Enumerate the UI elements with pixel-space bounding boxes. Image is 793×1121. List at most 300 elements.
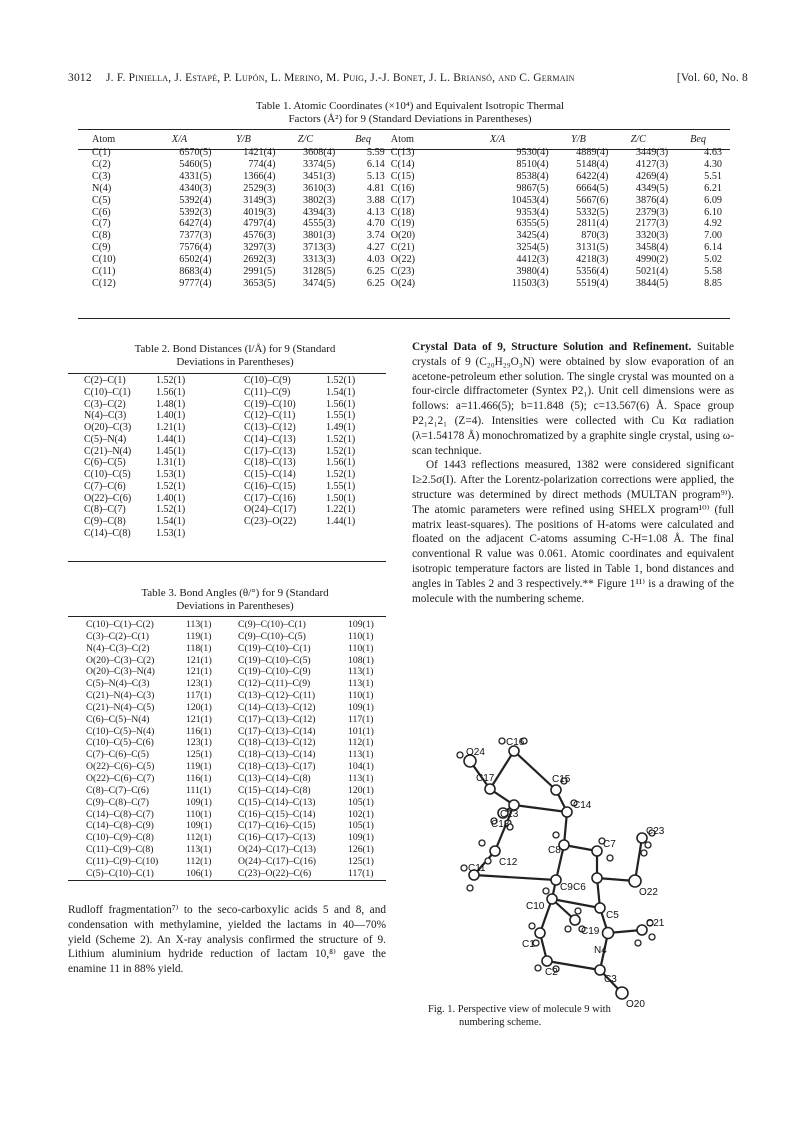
table-row xyxy=(84,375,374,387)
table-row xyxy=(86,678,388,690)
table-cell: 3451(3) xyxy=(303,170,336,182)
table-cell: 123(1) xyxy=(186,737,212,749)
atom-label: C10 xyxy=(526,901,545,912)
table-cell: C(23)–O(22)–C(6) xyxy=(238,867,312,879)
table-row xyxy=(84,410,374,422)
table-cell: 10453(4) xyxy=(511,194,549,206)
table-cell: C(23)–O(22) xyxy=(244,516,297,527)
atom-label: C1 xyxy=(522,939,535,950)
atom-c2 xyxy=(542,956,552,966)
table-cell: 1.40(1) xyxy=(156,492,186,504)
table-cell: 105(1) xyxy=(348,820,374,832)
table-cell: C(17)–C(13)–C(12) xyxy=(238,713,316,725)
table1-top-rule xyxy=(78,129,730,130)
table-cell: 4340(3) xyxy=(179,182,212,194)
table-cell: O(22) xyxy=(390,254,416,266)
table-row xyxy=(84,399,374,411)
table-cell: C(5)–N(4)–C(3) xyxy=(86,678,150,690)
table-cell: 8510(4) xyxy=(516,158,549,170)
table-cell: O(24)–C(17) xyxy=(244,504,297,516)
table-cell: 4.92 xyxy=(704,218,722,230)
atom-c1 xyxy=(535,928,545,938)
table-cell: 126(1) xyxy=(348,844,374,856)
table-cell: C(15) xyxy=(390,170,415,182)
table-cell: C(8)–C(7) xyxy=(84,504,126,516)
table-cell: 7576(4) xyxy=(179,242,212,254)
table-cell: 3449(3) xyxy=(635,147,669,158)
table-cell: 5.13 xyxy=(366,170,385,182)
table-cell: 3374(5) xyxy=(303,158,336,170)
table-row xyxy=(86,749,388,761)
table-cell: 1.53(1) xyxy=(156,527,186,539)
table-row xyxy=(84,493,374,505)
atom-c5 xyxy=(595,903,605,913)
table-cell: O(22)–C(6)–C(5) xyxy=(86,761,155,773)
table-cell: O(24)–C(17)–C(16) xyxy=(238,855,317,867)
table-row xyxy=(92,171,728,183)
table-cell: 1.52(1) xyxy=(156,375,186,386)
table-cell: C(12)–C(11)–C(9) xyxy=(238,678,311,690)
right-column-text xyxy=(412,340,734,606)
table-cell: 5.58 xyxy=(704,266,722,278)
atom-c15 xyxy=(551,785,561,795)
table-row xyxy=(86,773,388,785)
table-cell: 4394(3) xyxy=(303,206,336,218)
table-cell: 111(1) xyxy=(186,784,212,796)
table-cell: 6355(5) xyxy=(516,218,549,230)
table-cell: 1.44(1) xyxy=(326,516,356,527)
table-row xyxy=(92,147,728,159)
table-cell: C(10)–C(9)–C(8) xyxy=(86,832,154,844)
table-row xyxy=(86,809,388,821)
atom-label: C12 xyxy=(499,857,518,868)
table-cell: 4127(3) xyxy=(635,158,669,170)
table-cell: 1.52(1) xyxy=(156,480,186,492)
table-cell: 6.14 xyxy=(704,242,722,254)
table-cell: C(17)–C(16)–C(15) xyxy=(238,820,316,832)
table-cell: 4.27 xyxy=(366,242,385,254)
table-cell: 7377(3) xyxy=(179,230,212,242)
atom-label: C23 xyxy=(646,826,665,837)
table-cell: 9530(4) xyxy=(516,147,549,158)
bond-line xyxy=(514,751,556,790)
figure-1 xyxy=(452,733,712,1010)
table-cell: 1366(4) xyxy=(243,170,276,182)
table-cell: 3802(3) xyxy=(303,194,336,206)
refinement-paragraph: Of 1443 reflections measured, 1382 were considered significant I≥2.5σ(I). After the Lorentz-polarization corrections were applied, the structure was determined by direct methods (MULTAN program⁹⁾). The atomic parameters were refined using SHELX program¹⁰⁾ (full matrix least-squares). The positions of H-atoms were calculated and floated on the adjacent C-atoms assuming C-H=1.08 Å. The final conventional R value was 0.061. Atomic coordinates and equivalent isotropic temperature factors are listed in Table 1, bond distances and angles in Tables 2 and 3 respectively.** Figure 1¹¹⁾ is a drawing of the molecule with the numbering scheme. xyxy=(412,459,734,605)
table3 xyxy=(86,619,388,880)
table-cell: C(13) xyxy=(390,147,415,158)
table-cell: 113(1) xyxy=(186,619,212,630)
table-cell: C(14) xyxy=(390,158,415,170)
table1-col-header: X/A xyxy=(171,134,188,145)
table-row xyxy=(86,726,388,738)
table-row xyxy=(84,387,374,399)
atom-c14 xyxy=(562,807,572,817)
table-cell: 1.55(1) xyxy=(326,480,356,492)
table-cell: C(9)–C(10)–C(1) xyxy=(238,619,306,630)
table-cell: C(12) xyxy=(92,277,116,289)
table-cell: C(3)–C(2) xyxy=(84,398,126,410)
table-cell: 5392(4) xyxy=(179,194,212,206)
table-cell: 113(1) xyxy=(348,666,374,678)
table1-col-header: Y/B xyxy=(236,134,251,145)
table-cell: C(23) xyxy=(390,266,415,278)
table2 xyxy=(84,375,374,540)
hydrogen-atom xyxy=(635,940,641,946)
table-row xyxy=(86,761,388,773)
atom-c6 xyxy=(592,873,602,883)
table1-col-header: Atom xyxy=(390,134,414,145)
table-cell: 5392(3) xyxy=(179,206,212,218)
table-cell: C(14)–C(13)–C(12) xyxy=(238,701,316,713)
table-cell: 109(1) xyxy=(186,796,212,808)
table-cell: C(7) xyxy=(92,218,111,230)
table-cell: 4412(3) xyxy=(516,254,549,266)
table-cell: 113(1) xyxy=(348,772,374,784)
table-cell: 6502(4) xyxy=(179,254,212,266)
table-cell: 6422(4) xyxy=(576,170,609,182)
table-cell: 4269(4) xyxy=(635,170,669,182)
table-cell: C(11) xyxy=(92,266,116,278)
table-cell: C(18)–C(13)–C(12) xyxy=(238,737,316,749)
table-row xyxy=(92,159,728,171)
table-cell: C(12)–C(11) xyxy=(244,410,296,422)
table-cell: 1.55(1) xyxy=(326,410,356,422)
table-cell: N(4)–C(3)–C(2) xyxy=(86,642,150,654)
table-cell: 4555(3) xyxy=(303,218,336,230)
table-cell: 109(1) xyxy=(348,619,374,630)
table3-caption xyxy=(85,587,385,613)
figure-caption-line2: numbering scheme. xyxy=(459,1017,542,1028)
hydrogen-atom xyxy=(529,923,535,929)
table-cell: 8.85 xyxy=(704,277,722,289)
hydrogen-atom xyxy=(467,885,473,891)
table-cell: 118(1) xyxy=(186,642,212,654)
table-row xyxy=(86,690,388,702)
table-cell: 121(1) xyxy=(186,654,212,666)
table-cell: 1.54(1) xyxy=(326,386,356,398)
table-row xyxy=(92,278,728,290)
table-row xyxy=(86,832,388,844)
table-cell: 4797(4) xyxy=(243,218,276,230)
table-cell: C(14)–C(8)–C(7) xyxy=(86,808,154,820)
table-cell: C(15)–C(14) xyxy=(244,469,296,480)
table-cell: C(15)–C(14)–C(13) xyxy=(238,796,316,808)
table-cell: 3608(4) xyxy=(303,147,336,158)
table-cell: 110(1) xyxy=(348,630,374,642)
table-cell: C(10)–C(5) xyxy=(84,469,131,480)
table-cell: 5148(4) xyxy=(576,158,609,170)
molecule-drawing xyxy=(452,733,712,1010)
table1-col-header: Z/C xyxy=(297,134,314,145)
table-cell: C(11)–C(9)–C(10) xyxy=(86,855,159,867)
table-cell: C(11)–C(9) xyxy=(244,386,291,398)
table-cell: C(21) xyxy=(390,242,415,254)
table-cell: C(19)–C(10) xyxy=(244,398,296,410)
table-cell: C(14)–C(8)–C(9) xyxy=(86,820,154,832)
atom-label: O24 xyxy=(466,747,485,758)
table1-col-header: Beq xyxy=(690,134,706,145)
table-cell: 112(1) xyxy=(186,855,212,867)
figure-caption-line1: Fig. 1. Perspective view of molecule 9 with xyxy=(428,1004,611,1015)
table-row xyxy=(84,434,374,446)
crystal-data-body: Suitable crystals of 9 (C₂₀H₂₉O₃N) were obtained by slow evaporation of an acetone-petroleum ether solution. The single crystal was mounted on a four-circle diffractometer (Syntex P2₁). Unit cell dimensions were as follows: a=11.466(5); b=11.848 (5); c=13.567(6) Å. Space group P2₁2₁2₁ (Z=4). Intensities were collected with Cu Kα radiation (λ=1.54178 Å) monochromatized by a graphite single crystal, using ω-scan technique. xyxy=(412,341,734,457)
table-cell: 121(1) xyxy=(186,666,212,678)
table-cell: C(9)–C(10)–C(5) xyxy=(238,630,306,642)
table-cell: 113(1) xyxy=(348,678,374,690)
hydrogen-atom xyxy=(485,858,491,864)
table-cell: O(20)–C(3)–C(2) xyxy=(86,654,155,666)
table-row xyxy=(92,218,728,230)
atom-label: C8 xyxy=(548,845,561,856)
table-cell: 110(1) xyxy=(348,690,374,702)
table-cell: 119(1) xyxy=(186,761,212,773)
table1-caption xyxy=(130,100,690,126)
table-cell: O(20)–C(3)–N(4) xyxy=(86,666,155,678)
atom-label: O22 xyxy=(639,887,658,898)
table-cell: O(20) xyxy=(390,230,416,242)
table-cell: 9353(4) xyxy=(516,206,549,218)
table-cell: C(19)–C(10)–C(1) xyxy=(238,642,311,654)
hydrogen-atom xyxy=(535,965,541,971)
atom-label: C5 xyxy=(606,910,619,921)
table-cell: 1.52(1) xyxy=(326,445,356,457)
atom-label: O20 xyxy=(626,999,645,1010)
hydrogen-atom xyxy=(461,865,467,871)
table-cell: 2529(3) xyxy=(243,182,276,194)
table-row xyxy=(86,631,388,643)
table-cell: C(10)–C(1)–C(2) xyxy=(86,619,154,630)
table-row xyxy=(86,820,388,832)
hydrogen-atom xyxy=(641,850,647,856)
table-cell: C(18) xyxy=(390,206,415,218)
atom-c12 xyxy=(490,846,500,856)
atom-label: C13 xyxy=(500,809,519,820)
author-list: J. F. Piniella, J. Estapé, P. Lupón, L. Merino, M. Puig, J.-J. Bonet, J. L. Briansó, and C. Germain xyxy=(106,72,575,84)
table-row xyxy=(84,457,374,469)
table-cell: C(1) xyxy=(92,147,111,158)
table-cell: C(17)–C(16) xyxy=(244,492,296,504)
table-cell: 110(1) xyxy=(186,808,212,820)
table-cell: 3128(5) xyxy=(303,266,336,278)
table3-caption-line1: Table 3. Bond Angles (θ/°) for 9 (Standard xyxy=(141,587,329,599)
hydrogen-atom xyxy=(645,842,651,848)
table-cell: 108(1) xyxy=(348,654,374,666)
table-cell: 1.52(1) xyxy=(326,433,356,445)
volume-info: [Vol. 60, No. 8 xyxy=(676,72,748,84)
table-cell xyxy=(244,528,326,540)
table-row xyxy=(86,643,388,655)
table-cell: 3297(3) xyxy=(243,242,276,254)
table-cell: C(3)–C(2)–C(1) xyxy=(86,630,149,642)
table-cell: 5.51 xyxy=(704,170,722,182)
table-cell: 4.63 xyxy=(704,147,722,158)
table-cell: 3610(3) xyxy=(303,182,336,194)
page-number: 3012 xyxy=(68,72,92,84)
table-cell: 125(1) xyxy=(348,855,374,867)
table3-grid xyxy=(86,619,388,880)
section-heading: Crystal Data of 9, Structure Solution and Refinement. xyxy=(412,341,692,353)
table-cell: C(10)–C(9) xyxy=(244,375,291,386)
table-cell: 113(1) xyxy=(348,749,374,761)
table-cell: 116(1) xyxy=(186,772,212,784)
table-row xyxy=(84,481,374,493)
figure-1-caption xyxy=(428,1003,728,1029)
table-cell: C(16)–C(17)–C(13) xyxy=(238,832,316,844)
atom-label: C21 xyxy=(646,918,665,929)
table-cell: 121(1) xyxy=(186,713,212,725)
table-cell: 1.52(1) xyxy=(156,504,186,516)
table-cell: 2379(3) xyxy=(635,206,669,218)
table2-caption xyxy=(85,343,385,369)
table-cell: C(16)–C(15)–C(14) xyxy=(238,808,316,820)
table-cell: C(18)–C(13) xyxy=(244,457,296,469)
table-cell: 1.54(1) xyxy=(156,516,186,527)
table-cell: 4889(4) xyxy=(576,147,609,158)
table-cell: 4.13 xyxy=(366,206,385,218)
table-cell: C(5)–C(10)–C(1) xyxy=(86,867,154,879)
table-cell: 123(1) xyxy=(186,678,212,690)
table-cell: C(6)–C(5) xyxy=(84,457,126,469)
table-row xyxy=(92,183,728,195)
atom-n4 xyxy=(603,928,614,939)
table-cell: N(4)–C(3) xyxy=(84,410,127,422)
table-cell: C(17)–C(13) xyxy=(244,445,296,457)
table-cell: C(21)–N(4)–C(3) xyxy=(86,690,155,702)
table-cell: C(14)–C(8) xyxy=(84,527,131,539)
table-cell: 3313(3) xyxy=(303,254,336,266)
table-cell: 1.53(1) xyxy=(156,469,186,480)
table-cell: 5460(5) xyxy=(179,158,212,170)
table-cell: O(22)–C(6)–C(7) xyxy=(86,772,155,784)
table-cell: 6.25 xyxy=(366,277,385,289)
hydrogen-atom xyxy=(649,934,655,940)
atom-o22 xyxy=(629,875,641,887)
table-cell: 6.09 xyxy=(704,194,722,206)
table-cell: 5332(5) xyxy=(576,206,609,218)
table-cell: 774(4) xyxy=(248,158,276,170)
table-cell: 9777(4) xyxy=(179,277,212,289)
table-row xyxy=(84,446,374,458)
atom-label: C14 xyxy=(573,800,592,811)
table-cell: 102(1) xyxy=(348,808,374,820)
table-row xyxy=(92,230,728,242)
table-cell: 112(1) xyxy=(348,737,374,749)
table2-grid xyxy=(84,375,374,540)
table-row xyxy=(86,702,388,714)
table1-col-header: Z/C xyxy=(630,134,646,145)
table-cell: C(13)–C(14)–C(8) xyxy=(238,772,311,784)
table-row xyxy=(86,737,388,749)
table-cell: 119(1) xyxy=(186,630,212,642)
table-cell: 1.56(1) xyxy=(156,386,186,398)
table-cell: 1.50(1) xyxy=(326,492,356,504)
table-cell: C(2) xyxy=(92,158,111,170)
table-cell: 120(1) xyxy=(186,701,212,713)
hydrogen-atom xyxy=(543,888,549,894)
table-cell: C(7)–C(6)–C(5) xyxy=(86,749,149,761)
table-cell: C(11)–C(9)–C(8) xyxy=(86,844,154,856)
table1-col-header: Beq xyxy=(355,134,371,145)
table-cell: 1421(4) xyxy=(243,147,276,158)
table2-top-rule xyxy=(68,373,386,374)
table-row xyxy=(92,266,728,278)
table-cell: 7.00 xyxy=(704,230,722,242)
table-cell: 101(1) xyxy=(348,725,374,737)
bond-line xyxy=(474,875,556,880)
table-cell: C(8) xyxy=(92,230,111,242)
table-cell: 3425(4) xyxy=(516,230,549,242)
table-cell: 4.03 xyxy=(366,254,385,266)
table-row xyxy=(86,797,388,809)
hydrogen-atom xyxy=(575,908,581,914)
table-cell: C(16) xyxy=(390,182,415,194)
table-cell: 4218(3) xyxy=(576,254,609,266)
table-row xyxy=(84,422,374,434)
table-cell: 6427(4) xyxy=(179,218,212,230)
table-cell: 1.21(1) xyxy=(156,422,186,433)
hydrogen-atom xyxy=(499,738,505,744)
table-cell: 6664(5) xyxy=(576,182,609,194)
atom-label: C9 xyxy=(560,882,573,893)
table3-top-rule xyxy=(68,616,386,617)
table-cell: 109(1) xyxy=(186,820,212,832)
atom-label: C15 xyxy=(552,774,571,785)
table-cell: N(4) xyxy=(92,182,112,194)
atom-label: C17 xyxy=(476,773,495,784)
atom-label: C6 xyxy=(573,882,586,893)
table-cell: 1.49(1) xyxy=(326,422,356,433)
atom-label: C16 xyxy=(506,737,525,748)
table-cell: 5.02 xyxy=(704,254,722,266)
atom-label: C3 xyxy=(604,974,617,985)
table-cell: C(15)–C(14)–C(8) xyxy=(238,784,311,796)
table-cell: C(21)–N(4) xyxy=(84,445,132,457)
table-cell: 6.25 xyxy=(366,266,385,278)
table1-col-header: Y/B xyxy=(571,134,586,145)
table-row xyxy=(92,254,728,266)
hydrogen-atom xyxy=(553,832,559,838)
table-cell: O(24)–C(17)–C(13) xyxy=(238,844,317,856)
hydrogen-atom xyxy=(565,926,571,932)
table-row xyxy=(86,714,388,726)
table-cell: 4576(3) xyxy=(243,230,276,242)
table-cell: C(7)–C(6) xyxy=(84,480,126,492)
table-cell: 106(1) xyxy=(186,867,212,879)
table-cell: C(13)–C(12)–C(11) xyxy=(238,690,316,702)
table-cell: C(10)–C(5)–N(4) xyxy=(86,725,155,737)
atom-c19 xyxy=(570,915,580,925)
table1-caption-line2: Factors (Å²) for 9 (Standard Deviations in Parentheses) xyxy=(288,113,532,125)
table-cell: 8538(4) xyxy=(516,170,549,182)
table-cell: 6.10 xyxy=(704,206,722,218)
table-row xyxy=(86,856,388,868)
table-row xyxy=(84,516,374,528)
table-cell: 2811(4) xyxy=(576,218,609,230)
table-cell: C(19)–C(10)–C(5) xyxy=(238,654,311,666)
table-cell: C(17)–C(13)–C(14) xyxy=(238,725,316,737)
table-cell: 6570(5) xyxy=(179,147,212,158)
table-cell: C(10)–C(5)–C(6) xyxy=(86,737,154,749)
table-cell: 3.88 xyxy=(366,194,385,206)
table-cell: 5021(4) xyxy=(635,266,669,278)
table-row xyxy=(86,844,388,856)
table-cell: C(10)–C(1) xyxy=(84,386,131,398)
table-row xyxy=(84,528,374,540)
atom-o20 xyxy=(616,987,628,999)
table-row xyxy=(92,195,728,207)
